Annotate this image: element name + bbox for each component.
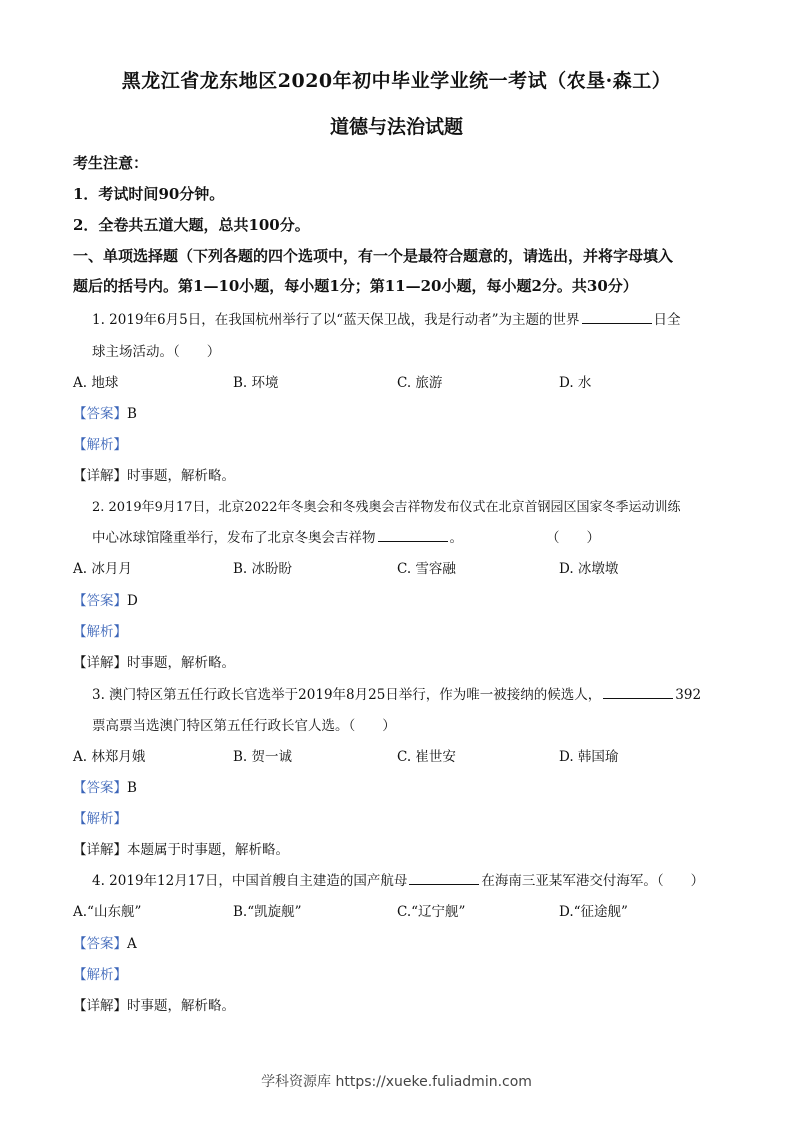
answer-label: 【答案】	[73, 406, 127, 422]
question-1-analysis	[73, 433, 127, 453]
analysis-label: 【解析】	[73, 437, 127, 453]
answer-label: 【答案】	[73, 780, 127, 796]
question-2-text-tail: 。	[449, 530, 463, 546]
question-3-text: 3. 澳门特区第五任行政长官选举于2019年8月25日举行，作为唯一被接纳的候选人，	[92, 687, 602, 703]
answer-label: 【答案】	[73, 936, 127, 952]
question-3-analysis	[73, 807, 127, 827]
question-3-text-tail: 392	[675, 687, 702, 703]
analysis-label: 【解析】	[73, 811, 127, 827]
question-3-detail	[73, 838, 289, 858]
question-2-analysis	[73, 620, 127, 640]
answer-label: 【答案】	[73, 593, 127, 609]
question-3-option-b: B. 贺一诚	[233, 749, 293, 765]
detail-text: 时事题，解析略。	[127, 998, 235, 1014]
answer-value: D	[127, 593, 138, 609]
analysis-label: 【解析】	[73, 967, 127, 983]
question-4-text-tail: 在海南三亚某军港交付海军。（ ）	[481, 873, 705, 889]
question-1-text-tail: 日全	[653, 312, 681, 328]
question-2-option-c: C. 雪容融	[397, 561, 456, 577]
question-1-option-a: A. 地球	[73, 375, 119, 391]
detail-text: 时事题，解析略。	[127, 655, 235, 671]
question-4-line-1	[92, 869, 704, 889]
answer-value: B	[127, 780, 137, 796]
question-4-answer	[73, 932, 137, 952]
answer-value: B	[127, 406, 137, 422]
question-2-line-2	[92, 526, 463, 546]
question-2-detail	[73, 651, 235, 671]
question-4-option-d: D.“征途舰”	[559, 904, 628, 920]
question-4-detail	[73, 994, 235, 1014]
question-1-line-2: 球主场活动。（ ）	[92, 344, 221, 360]
question-3-option-d: D. 韩国瑜	[559, 749, 619, 765]
answer-value: A	[127, 936, 137, 952]
detail-text: 本题属于时事题，解析略。	[127, 842, 289, 858]
question-4-option-b: B.“凯旋舰”	[233, 904, 302, 920]
question-3-option-a: A. 林郑月娥	[73, 749, 146, 765]
answer-blank	[409, 872, 479, 885]
question-4-option-a: A.“山东舰”	[73, 904, 142, 920]
page-subtitle: 道德与法治试题	[329, 116, 463, 138]
question-4-analysis	[73, 963, 127, 983]
question-4-option-c: C.“辽宁舰”	[397, 904, 466, 920]
question-1-text: 1. 2019年6月5日，在我国杭州举行了以“蓝天保卫战，我是行动者”为主题的世界	[92, 312, 580, 328]
detail-label: 【详解】	[73, 468, 127, 484]
footer-watermark: 学科资源库 https://xueke.fuliadmin.com	[261, 1074, 532, 1090]
detail-label: 【详解】	[73, 655, 127, 671]
answer-blank	[603, 686, 673, 699]
answer-blank	[582, 311, 652, 324]
question-1-option-c: C. 旅游	[397, 375, 443, 391]
section-heading-line-1: 一、单项选择题（下列各题的四个选项中，有一个是最符合题意的，请选出，并将字母填入	[73, 247, 674, 265]
page-title: 黑龙江省龙东地区2020年初中毕业学业统一考试（农垦·森工）	[121, 70, 672, 92]
notice-item-1: 1．考试时间90分钟。	[73, 185, 225, 203]
answer-blank	[378, 529, 448, 542]
question-3-option-c: C. 崔世安	[397, 749, 456, 765]
detail-label: 【详解】	[73, 842, 127, 858]
detail-label: 【详解】	[73, 998, 127, 1014]
question-1-option-d: D. 水	[559, 375, 592, 391]
question-2-option-b: B. 冰盼盼	[233, 561, 293, 577]
analysis-label: 【解析】	[73, 624, 127, 640]
question-1-line-1	[92, 308, 681, 328]
section-heading-line-2: 题后的括号内。第1—10小题，每小题1分；第11—20小题，每小题2分。共30分）	[73, 277, 638, 295]
notice-heading: 考生注意：	[73, 154, 149, 172]
question-1-answer	[73, 402, 137, 422]
question-4-text: 4. 2019年12月17日，中国首艘自主建造的国产航母	[92, 873, 408, 889]
question-1-detail	[73, 464, 235, 484]
detail-text: 时事题，解析略。	[127, 468, 235, 484]
question-3-line-2: 票高票当选澳门特区第五任行政长官人选。（ ）	[92, 718, 396, 734]
question-2-option-d: D. 冰墩墩	[559, 561, 619, 577]
question-2-answer	[73, 589, 138, 609]
notice-item-2: 2．全卷共五道大题，总共100分。	[73, 216, 310, 234]
question-2-text: 中心冰球馆隆重举行，发布了北京冬奥会吉祥物	[92, 530, 376, 546]
question-1-option-b: B. 环境	[233, 375, 279, 391]
question-3-answer	[73, 776, 137, 796]
question-3-line-1	[92, 683, 701, 703]
question-2-option-a: A. 冰月月	[73, 561, 132, 577]
question-2-bracket: （ ）	[546, 530, 600, 546]
question-2-line-1: 2. 2019年9月17日，北京2022年冬奥会和冬残奥会吉祥物发布仪式在北京首钢园区国家冬季运动训练	[92, 500, 681, 515]
